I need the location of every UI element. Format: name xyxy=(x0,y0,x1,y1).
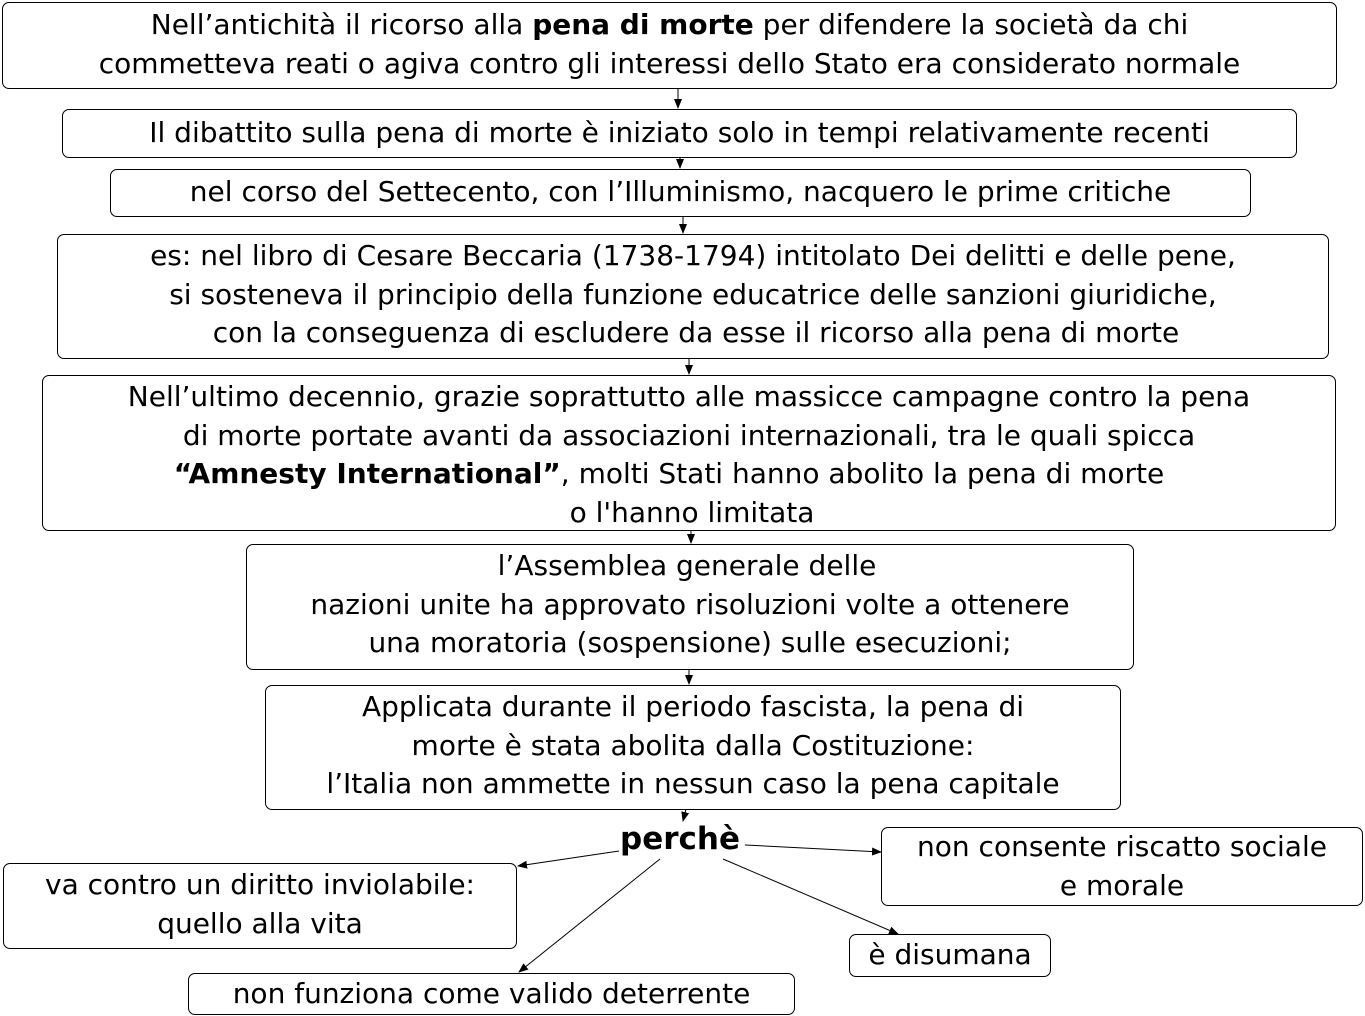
reason-root-perche[interactable]: perchè xyxy=(620,821,740,857)
arrow-root-deterrent xyxy=(519,859,660,972)
node-enlightenment-text: nel corso del Settecento, con l’Illuminismo, nacquero le prime critiche xyxy=(189,175,1172,208)
node-beccaria-line1: es: nel libro di Cesare Beccaria (1738-1794) intitolato Dei delitti e delle pene, xyxy=(150,239,1236,272)
node-un-assembly[interactable] xyxy=(246,544,1134,670)
node-italy-line1: Applicata durante il periodo fascista, la pena di xyxy=(361,690,1025,723)
bold-pena-di-morte: pena di morte xyxy=(532,8,754,41)
node-ancient-line2: commetteva reati o agiva contro gli interessi dello Stato era considerato normale xyxy=(98,46,1241,80)
node-un-line1: l’Assemblea generale delle xyxy=(497,549,877,582)
arrow-n7-root xyxy=(683,809,686,821)
reason-inviolable-right[interactable] xyxy=(3,863,517,949)
node-debate-recent[interactable] xyxy=(62,109,1297,158)
reason-inhuman-text: è disumana xyxy=(868,938,1032,971)
node-beccaria[interactable] xyxy=(57,234,1329,359)
reason-inhuman[interactable] xyxy=(849,934,1051,977)
node-amnesty-line1: Nell’ultimo decennio, grazie soprattutto alle massicce campagne contro la pena xyxy=(127,380,1251,413)
node-ancient-line1: Nell’antichità il ricorso alla pena di morte per difendere la società da chi xyxy=(150,8,1189,41)
reason-not-deterrent[interactable] xyxy=(188,973,795,1015)
node-un-line3: una moratoria (sospensione) sulle esecuzioni; xyxy=(368,626,1012,659)
node-un-line2: nazioni unite ha approvato risoluzioni volte a ottenere xyxy=(310,587,1070,621)
node-amnesty-line4: o l'hanno limitata xyxy=(569,495,815,529)
reason-deterrent-text: non funziona come valido deterrente xyxy=(232,977,751,1010)
node-italy-constitution[interactable] xyxy=(265,685,1121,810)
node-beccaria-line2: si sosteneva il principio della funzione educatrice delle sanzioni giuridiche, xyxy=(169,277,1217,311)
node-italy-line3: l’Italia non ammette in nessun caso la pena capitale xyxy=(326,767,1060,800)
node-enlightenment[interactable] xyxy=(110,169,1251,217)
reason-no-redemption[interactable] xyxy=(881,827,1363,906)
reason-redemption-line2: e morale xyxy=(1059,868,1185,902)
arrow-root-inhuman xyxy=(723,859,898,934)
node-debate-text: Il dibattito sulla pena di morte è iniziato solo in tempi relativamente recenti xyxy=(149,116,1210,149)
reason-redemption-line1: non consente riscatto sociale xyxy=(917,830,1327,863)
bold-amnesty-international: “Amnesty International” xyxy=(173,457,561,490)
node-amnesty-line3: “Amnesty International”, molti Stati hanno abolito la pena di morte xyxy=(173,457,1165,490)
reason-inviolable-line2: quello alla vita xyxy=(157,906,363,940)
node-beccaria-line3: con la conseguenza di escludere da esse il ricorso alla pena di morte xyxy=(212,316,1180,349)
node-ancient-death-penalty[interactable] xyxy=(2,2,1337,89)
reason-inviolable-line1: va contro un diritto inviolabile: xyxy=(45,868,475,901)
arrow-root-redemption xyxy=(745,845,881,852)
node-amnesty[interactable] xyxy=(42,375,1336,531)
node-italy-line2: morte è stata abolita dalla Costituzione: xyxy=(411,728,975,762)
arrow-root-inviolable xyxy=(518,851,619,866)
node-amnesty-line2: di morte portate avanti da associazioni internazionali, tra le quali spicca xyxy=(182,418,1196,452)
